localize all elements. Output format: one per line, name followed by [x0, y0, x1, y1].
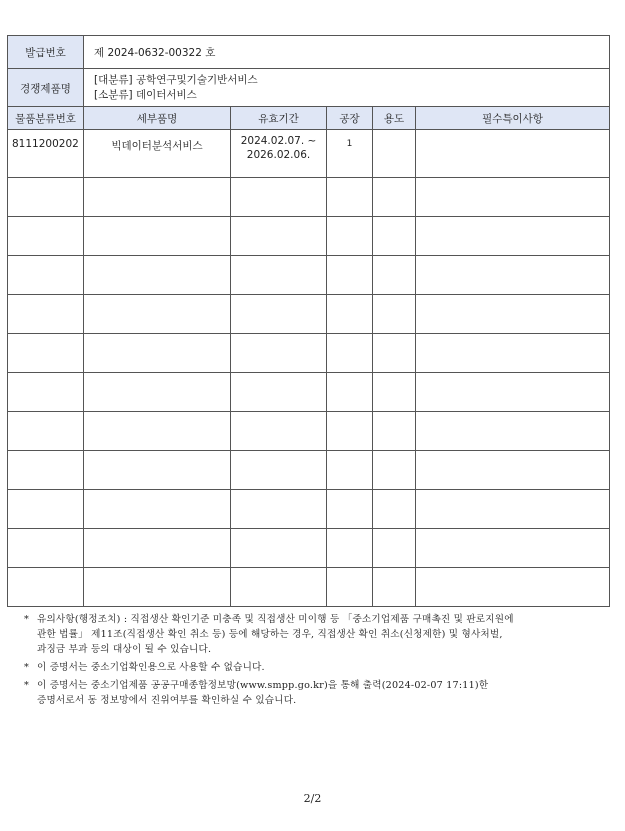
empty-cell [84, 373, 231, 412]
empty-cell [373, 568, 416, 607]
empty-cell [373, 373, 416, 412]
empty-cell [8, 256, 84, 295]
notice-bullet: * [24, 614, 29, 625]
table-row-empty [8, 490, 610, 529]
table-row-empty [8, 178, 610, 217]
empty-cell [416, 490, 610, 529]
cell-period [231, 130, 327, 178]
notice-line: 증명서로서 동 정보망에서 진위여부를 확인하실 수 있습니다. [37, 695, 297, 706]
table-row-empty [8, 295, 610, 334]
empty-cell [416, 178, 610, 217]
empty-cell [373, 529, 416, 568]
empty-cell [327, 412, 373, 451]
notice-usage-restriction [24, 660, 614, 675]
table-header-row [8, 107, 610, 130]
empty-cell [373, 490, 416, 529]
empty-cell [8, 490, 84, 529]
empty-cell [231, 334, 327, 373]
empty-cell [327, 451, 373, 490]
empty-cell [327, 217, 373, 256]
empty-cell [416, 568, 610, 607]
column-header-name: 세부품명 [84, 107, 231, 130]
empty-cell [327, 373, 373, 412]
product-items-table [7, 106, 610, 607]
empty-cell [84, 334, 231, 373]
empty-cell [373, 451, 416, 490]
empty-cell [8, 373, 84, 412]
notice-verification [24, 678, 614, 708]
cell-special [416, 130, 610, 178]
empty-cell [416, 412, 610, 451]
page-number: 2/2 [303, 792, 322, 805]
empty-cell [416, 334, 610, 373]
notice-bullet: * [24, 680, 29, 691]
cell-code: 8111200202 [8, 130, 84, 178]
empty-cell [327, 256, 373, 295]
product-name-label: 경쟁제품명 [8, 69, 84, 108]
empty-cell [231, 412, 327, 451]
empty-cell [231, 217, 327, 256]
empty-cell [84, 217, 231, 256]
empty-cell [84, 295, 231, 334]
cell-usage [373, 130, 416, 178]
empty-cell [8, 529, 84, 568]
empty-cell [373, 178, 416, 217]
empty-cell [327, 490, 373, 529]
empty-cell [84, 529, 231, 568]
empty-cell [373, 295, 416, 334]
cell-factory: 1 [327, 130, 373, 178]
empty-cell [231, 178, 327, 217]
table-row-empty [8, 217, 610, 256]
empty-cell [327, 529, 373, 568]
notice-section [24, 612, 614, 708]
empty-cell [231, 256, 327, 295]
empty-cell [416, 373, 610, 412]
empty-cell [8, 412, 84, 451]
notice-line: 과징금 부과 등의 대상이 될 수 있습니다. [37, 644, 212, 655]
notice-administrative [24, 612, 614, 657]
empty-cell [8, 451, 84, 490]
cell-name: 빅데이터분석서비스 [84, 130, 231, 178]
empty-cell [84, 412, 231, 451]
empty-cell [416, 256, 610, 295]
column-header-factory: 공장 [327, 107, 373, 130]
empty-cell [8, 334, 84, 373]
column-header-special: 필수특이사항 [416, 107, 610, 130]
empty-cell [373, 217, 416, 256]
product-minor-category: [소분류] 데이터서비스 [94, 89, 197, 101]
period-start: 2024.02.07. ~ [240, 135, 317, 147]
empty-cell [84, 178, 231, 217]
certificate-header-table [7, 35, 610, 108]
empty-cell [231, 373, 327, 412]
empty-cell [416, 217, 610, 256]
table-row-empty [8, 373, 610, 412]
empty-cell [373, 334, 416, 373]
empty-cell [327, 295, 373, 334]
empty-cell [231, 451, 327, 490]
table-row-empty [8, 256, 610, 295]
empty-cell [84, 256, 231, 295]
empty-cell [8, 568, 84, 607]
empty-cell [373, 412, 416, 451]
notice-line: 관한 법률」 제11조(직접생산 확인 취소 등) 등에 해당하는 경우, 직접생산 확인 취소(신청제한) 및 형사처벌, [37, 629, 503, 640]
table-row-empty [8, 334, 610, 373]
notice-line: 이 증명서는 중소기업확인용으로 사용할 수 없습니다. [37, 662, 265, 673]
issue-number-label: 발급번호 [8, 36, 84, 69]
issue-number-value: 제 2024-0632-00322 호 [84, 36, 610, 69]
product-major-category: [대분류] 공학연구및기술기반서비스 [94, 74, 258, 86]
table-row-empty [8, 451, 610, 490]
empty-cell [231, 529, 327, 568]
column-header-usage: 용도 [373, 107, 416, 130]
empty-cell [8, 217, 84, 256]
period-end: 2026.02.06. [246, 149, 311, 161]
product-name-value [84, 69, 610, 108]
notice-bullet: * [24, 662, 29, 673]
empty-cell [231, 490, 327, 529]
empty-cell [373, 256, 416, 295]
empty-cell [327, 334, 373, 373]
table-row-empty [8, 412, 610, 451]
empty-cell [231, 295, 327, 334]
empty-cell [416, 451, 610, 490]
empty-cell [231, 568, 327, 607]
empty-cell [327, 178, 373, 217]
notice-line: 유의사항(행정조치) : 직접생산 확인기준 미충족 및 직접생산 미이행 등 「중소기업제품 구매촉진 및 판로지원에 [37, 614, 514, 625]
empty-cell [84, 568, 231, 607]
table-row [8, 130, 610, 178]
column-header-period: 유효기간 [231, 107, 327, 130]
empty-cell [416, 295, 610, 334]
empty-cell [8, 295, 84, 334]
notice-line: 이 증명서는 중소기업제품 공공구매종합정보망(www.smpp.go.kr)을 통해 출력(2024-02-07 17:11)한 [37, 680, 489, 691]
empty-cell [327, 568, 373, 607]
empty-cell [8, 178, 84, 217]
table-row-empty [8, 568, 610, 607]
table-row-empty [8, 529, 610, 568]
empty-cell [84, 451, 231, 490]
column-header-code: 물품분류번호 [8, 107, 84, 130]
empty-cell [416, 529, 610, 568]
empty-cell [84, 490, 231, 529]
